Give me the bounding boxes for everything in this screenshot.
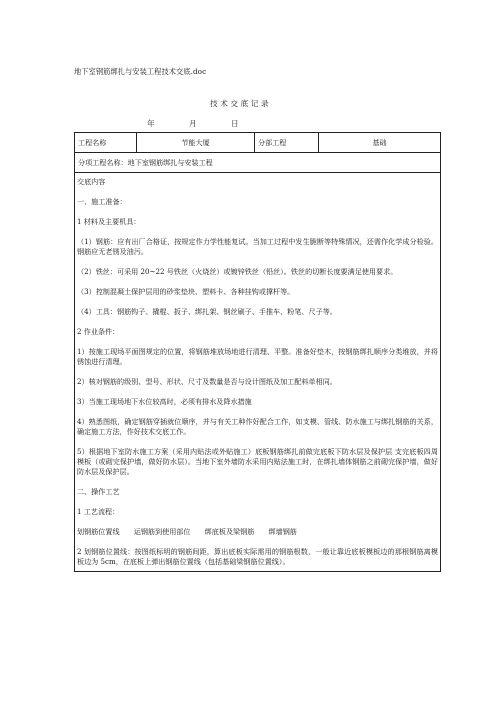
subitem-name: 分项工程名称：地下室钢筋绑扎与安装工程	[75, 153, 441, 173]
content-paragraph: （3）控制混凝土保护层用的砂浆垫块、塑料卡、各种挂钩或撑杆等。	[77, 287, 295, 296]
content-paragraph: （2）铁丝：可采用 20~22 号铁丝（火烧丝）或镀锌铁丝（铅丝）。铁丝的切断长度要满足使用要求。	[77, 267, 398, 276]
header-row	[75, 133, 441, 153]
document-filename: 地下室钢筋绑扎与安装工程技术交底.doc	[74, 67, 207, 76]
sub-project-label: 分部工程	[255, 133, 319, 153]
content-paragraph: 2 划钢筋位置线：按图纸标明的钢筋间距，算出底板实际需用的钢筋根数，一般让靠近底板模板边的那根钢筋离模板边为 5cm，在底板上弹出钢筋位置线（包括基础梁钢筋位置线）。	[77, 547, 438, 566]
content-paragraph: 5）根据地下室防水施工方案（采用内贴法或外贴施工）底板钢筋绑扎前做完底板下防水层及保护层 支完底板四周模板（或砌完保护墙，做好防水层）。当地下室外墙防水采用内贴法施工时，在绑扎墙体钢筋之前砌完保护墙，做好防水层及保护层。	[77, 447, 438, 476]
date-month-label: 月	[189, 119, 197, 128]
project-name-label: 工程名称	[75, 133, 137, 153]
record-title: 技术交底记录	[210, 99, 272, 108]
project-name-value: 节能大厦	[137, 133, 255, 153]
subitem-row	[75, 153, 441, 173]
content-row	[75, 173, 441, 572]
date-year-label: 年	[147, 119, 155, 128]
content-paragraph: 2）核对钢筋的级别、型号、形状、尺寸及数量是否与设计图纸及加工配料单相同。	[77, 377, 337, 386]
content-paragraph: 划钢筋位置线 运钢筋到使用部位 绑底板及梁钢筋 绑墙钢筋	[77, 527, 297, 536]
date-day-label: 日	[231, 119, 239, 128]
content-paragraph: 3）当施工现场地下水位较高时，必须有排水及降水措施	[77, 397, 252, 406]
content-paragraph: 4）熟悉图纸，确定钢筋穿插就位顺序，并与有关工种作好配合工作，如支模、管线、防水施工与绑扎钢筋的关系，确定施工方法，作好技术交底工作。	[77, 417, 438, 436]
content-paragraph: 1 材料及主要机具：	[77, 217, 141, 226]
content-paragraph: 一、施工准备：	[77, 197, 127, 206]
content-paragraph: （1）钢筋：应有出厂合格证，按规定作力学性能复试。当加工过程中发生脆断等特殊情况，还需作化学成分检验。钢筋应无老锈及油污。	[77, 237, 438, 256]
content-paragraph: （4）工具：钢筋钩子、撬棍、扳子、绑扎架、钢丝刷子、手推车、粉笔、尺子等。	[77, 307, 337, 316]
content-cell	[75, 173, 441, 572]
handover-table	[74, 132, 441, 572]
content-paragraph: 2 作业条件：	[77, 327, 120, 336]
content-label: 交底内容	[77, 177, 106, 186]
sub-project-value: 基础	[319, 133, 441, 153]
content-paragraph: 二、操作工艺	[77, 487, 120, 496]
date-line	[147, 118, 239, 129]
content-paragraph: 1）按施工现场平面图规定的位置，将钢筋堆放场地进行清理、平整。准备好垫木，按钢筋绑扎顺序分类堆放，并将锈蚀进行清理。	[77, 347, 438, 366]
content-paragraph: 1 工艺流程：	[77, 507, 120, 516]
